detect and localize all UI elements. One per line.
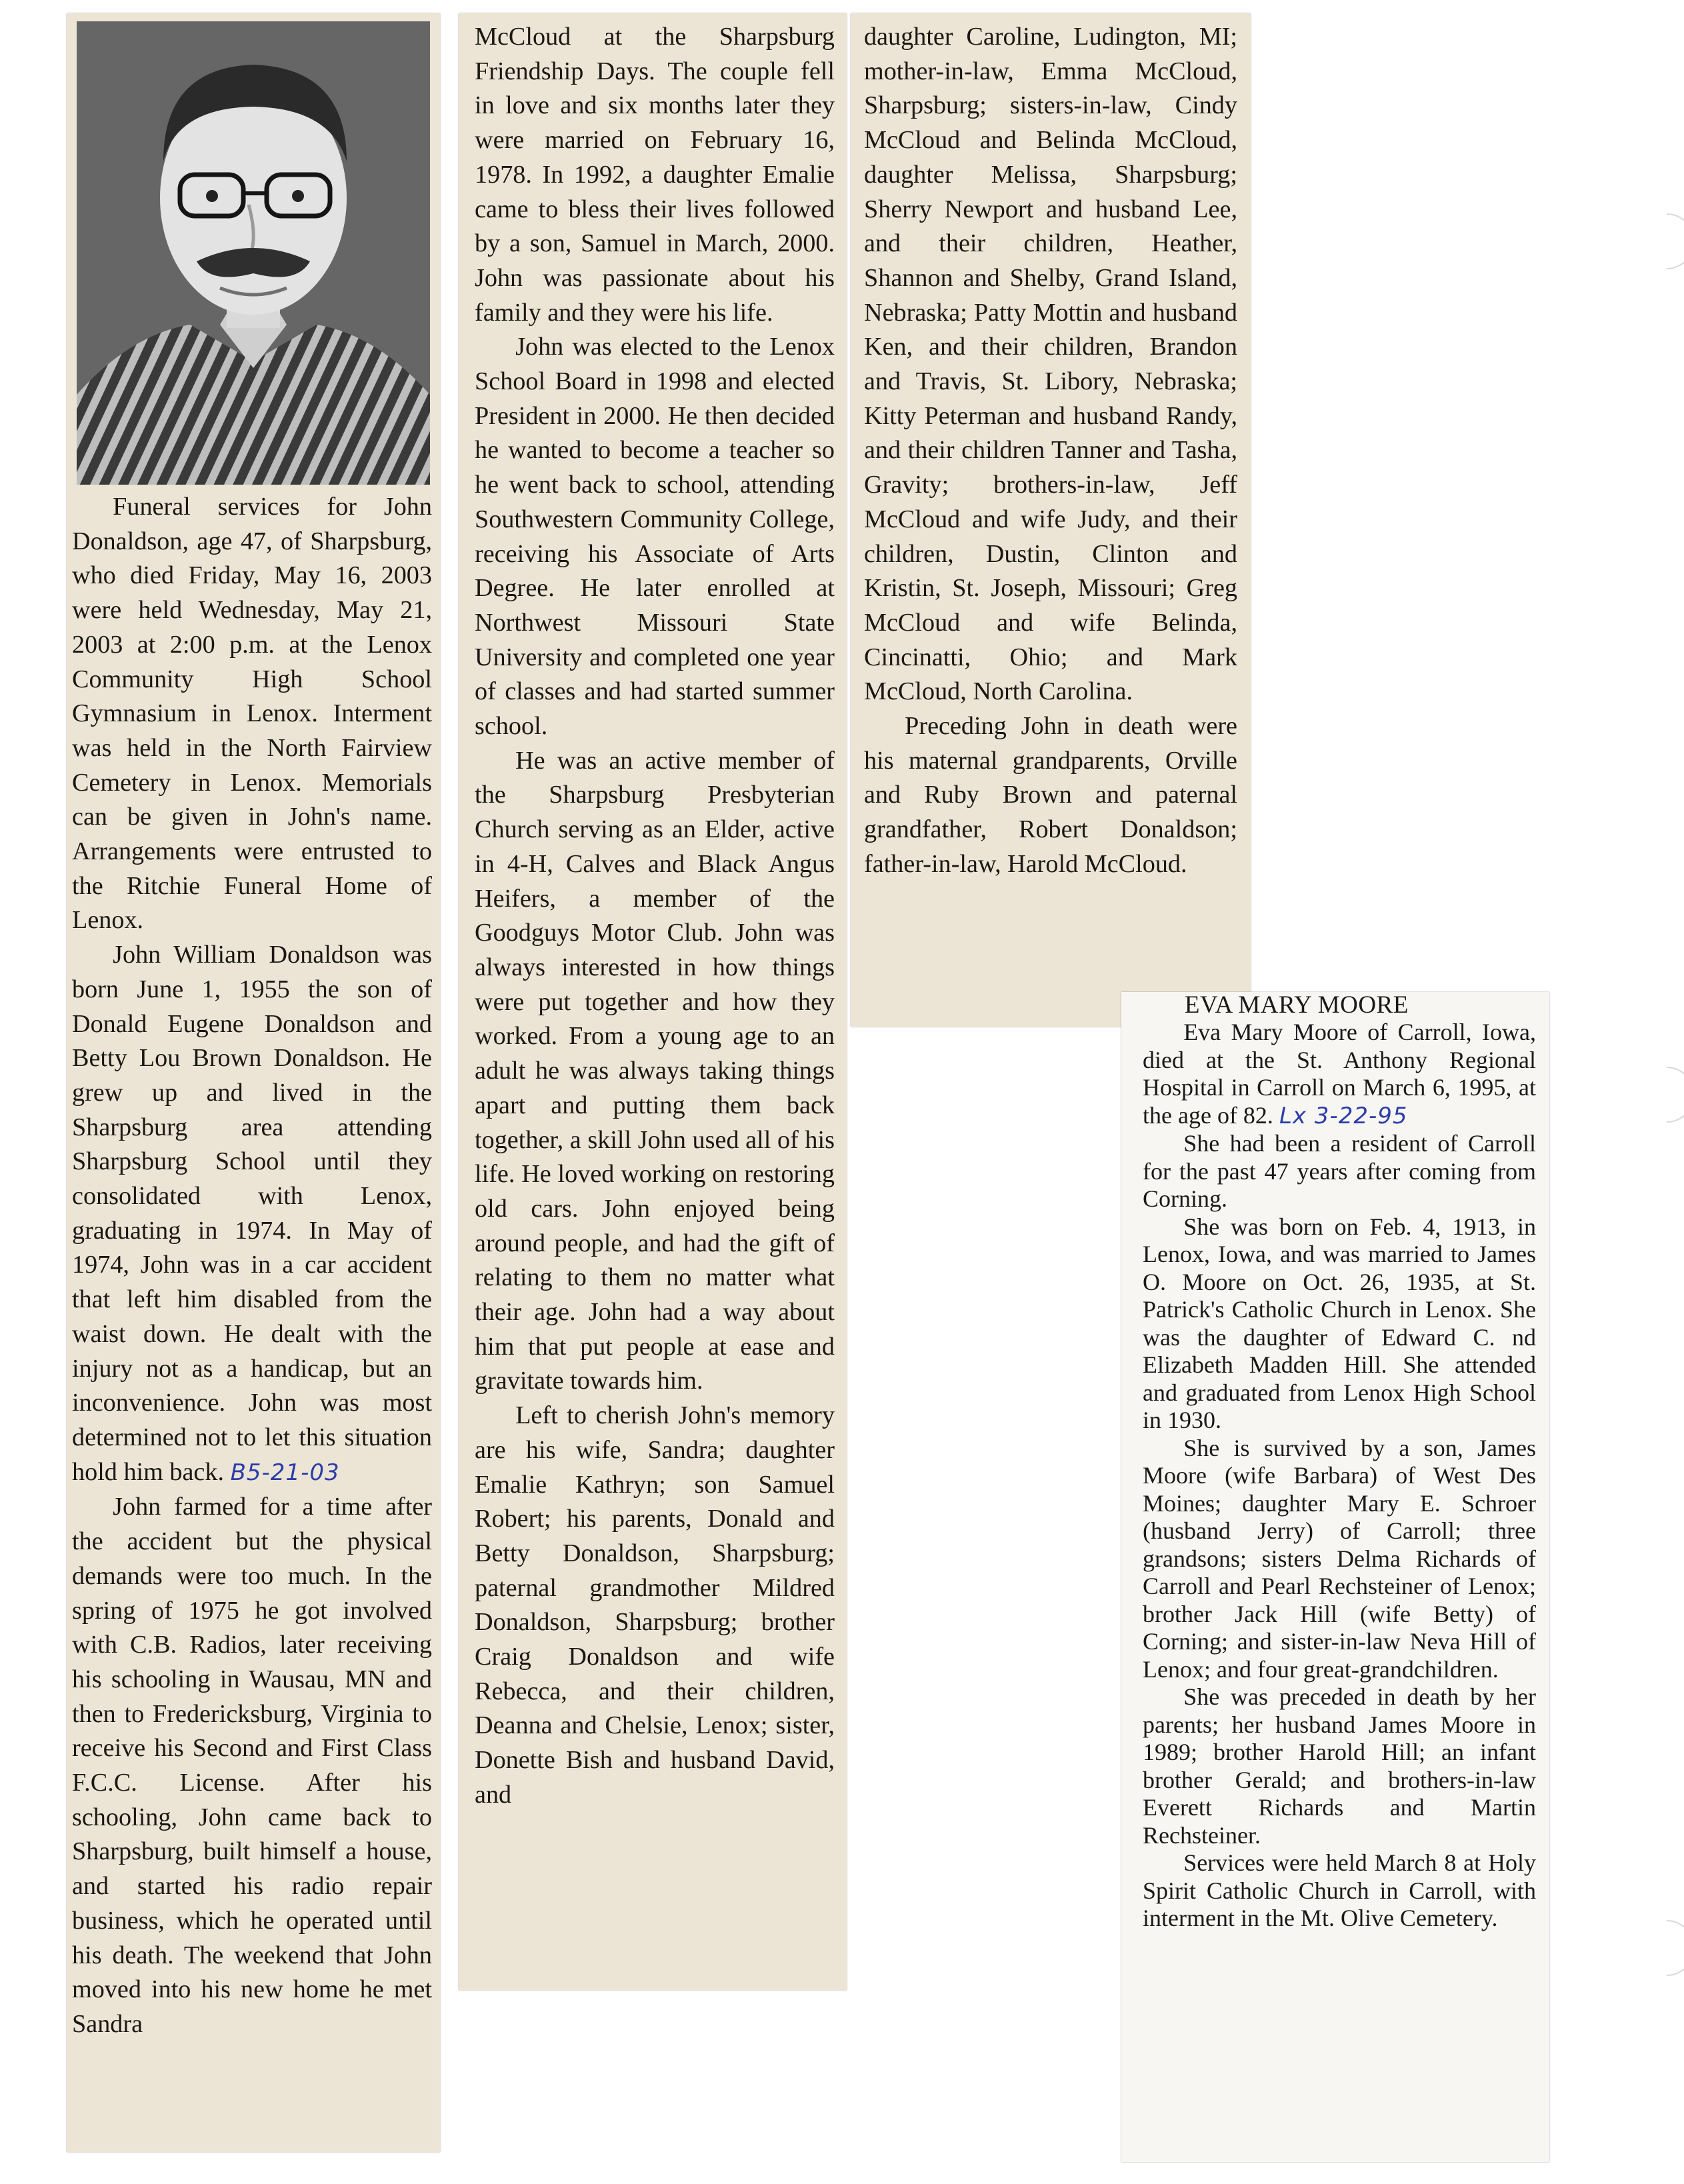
- binder-hole-bottom: [1627, 1909, 1684, 1988]
- paragraph-marriage: McCloud at the Sharpsburg Friendship Days. The couple fell in love and six months later they were married on February 16, 1978. In 1992, a daughter Emalie came to bless their lives followed by a son, Samuel in March, 2000. John was passionate about his family and they were his life.: [475, 23, 835, 327]
- eva-paragraph-services: Services were held March 8 at Holy Spirit Catholic Church in Carroll, with interment in the Mt. Olive Cemetery.: [1143, 1849, 1536, 1931]
- paragraph-career: John farmed for a time after the accident but the physical demands were too much. In the spring of 1975 he got involved with C.B. Radios, later receiving his schooling in Wausau, MN and then to Fredericksburg, Virginia to receive his Second and First Class F.C.C. License. After his schooling, John came back to Sharpsburg, built himself a house, and started his radio repair business, which he operated until his death. The weekend that John moved into his new home he met Sandra: [72, 1493, 432, 2038]
- handwritten-date-note: B5-21-03: [230, 1459, 340, 1486]
- obituary-column-3: [864, 20, 1237, 882]
- paragraph-survivors: Left to cherish John's memory are his wife, Sandra; daughter Emalie Kathryn; son Samuel Robert; his parents, Donald and Betty Donaldson, Sharpsburg; paternal grandmother Mildred Donaldson, Sharpsburg; brother Craig Donaldson and wife Rebecca, and their children, Deanna and Chelsie, Lenox; sister, Donette Bish and husband David, and: [475, 1401, 835, 1809]
- obituary-column-2: [475, 20, 835, 1813]
- eva-paragraph-preceded: She was preceded in death by her parents; her husband James Moore in 1989; brother Harold Hill; an infant brother Gerald; and brothers-in-law Everett Richards and Martin Rechsteiner.: [1143, 1683, 1536, 1849]
- eva-paragraph-survivors: She is survived by a son, James Moore (wife Barbara) of West Des Moines; daughter Mary E. Schroer (husband Jerry) of Carroll; three grandsons; sisters Delma Richards of Carroll and Pearl Rechsteiner of Lenox; brother Jack Hill (wife Betty) of Corning; and sister-in-law Neva Hill of Lenox; and four great-grandchildren.: [1143, 1434, 1536, 1683]
- eva-paragraph-birth: She was born on Feb. 4, 1913, in Lenox, Iowa, and was married to James O. Moore on Oct. 26, 1935, at St. Patrick's Catholic Church in Lenox. She was the daughter of Edward C. nd Elizabeth Madden Hill. She attended and graduated from Lenox High School in 1930.: [1143, 1213, 1536, 1433]
- portrait-image: [77, 21, 430, 485]
- paragraph-school-board: John was elected to the Lenox School Board in 1998 and elected President in 2000. He then decided he wanted to become a teacher so he went back to school, attending Southwestern Community College, receiving his Associate of Arts Degree. He later enrolled at Northwest Missouri State University and completed one year of classes and had started summer school.: [475, 333, 835, 741]
- eva-obituary-title: EVA MARY MOORE: [1184, 991, 1409, 1019]
- paragraph-church-activities: He was an active member of the Sharpsburg Presbyterian Church serving as an Elder, active in 4-H, Calves and Black Angus Heifers, a member of the Goodguys Motor Club. John was always interested in how things were put together and how they worked. From a young age to an adult he was always taking things apart and putting them back together, a skill John used all of his life. He loved working on restoring old cars. John enjoyed being around people, and had the gift of relating to them no matter what their age. John had a way about him that put people at ease and gravitate towards him.: [475, 746, 835, 1395]
- portrait-photo: [77, 21, 430, 485]
- eva-paragraph-death-text: Eva Mary Moore of Carroll, Iowa, died at the St. Anthony Regional Hospital in Carroll on March 6, 1995, at the age of 82.: [1143, 1019, 1536, 1129]
- paragraph-biography-text: John William Donaldson was born June 1, 1955 the son of Donald Eugene Donaldson and Betty Lou Brown Donaldson. He grew up and lived in the Sharpsburg area attending Sharpsburg School until they consolidated with Lenox, graduating in 1974. In May of 1974, John was in a car accident that left him disabled from the waist down. He dealt with the injury not as a handicap, but an inconvenience. John was most determined not to let this situation hold him back.: [72, 941, 432, 1486]
- paragraph-funeral-services: Funeral services for John Donaldson, age 47, of Sharpsburg, who died Friday, May 16, 2003 were held Wednesday, May 21, 2003 at 2:00 p.m. at the Lenox Community High School Gymnasium in Lenox. Interment was held in the North Fairview Cemetery in Lenox. Memorials can be given in John's name. Arrangements were entrusted to the Ritchie Funeral Home of Lenox.: [72, 493, 432, 935]
- paragraph-biography: [72, 938, 432, 1490]
- binder-hole-top: [1627, 202, 1684, 281]
- obituary-column-1: [72, 490, 432, 2042]
- paragraph-survivors-continued: daughter Caroline, Ludington, MI; mother-in-law, Emma McCloud, Sharpsburg; sisters-in-law, Cindy McCloud and Belinda McCloud, daughter Melissa, Sharpsburg; Sherry Newport and husband Lee, and their children, Heather, Shannon and Shelby, Grand Island, Nebraska; Patty Mottin and husband Ken, and their children, Brandon and Travis, St. Libory, Nebraska; Kitty Peterman and husband Randy, and their children Tanner and Tasha, Gravity; brothers-in-law, Jeff McCloud and wife Judy, and their children, Dustin, Clinton and Kristin, St. Joseph, Missouri; Greg McCloud and wife Belinda, Cincinatti, Ohio; and Mark McCloud, North Carolina.: [864, 23, 1237, 706]
- eva-paragraph-residence: She had been a resident of Carroll for the past 47 years after coming from Corning.: [1143, 1130, 1536, 1212]
- binder-hole-middle: [1627, 1055, 1684, 1135]
- eva-handwritten-date-note: Lx 3-22-95: [1279, 1102, 1408, 1129]
- eva-mary-moore-clipping: [1121, 992, 1549, 2162]
- eva-obituary-column: [1143, 992, 1536, 1933]
- paragraph-preceded-in-death: Preceding John in death were his maternal grandparents, Orville and Ruby Brown and paternal grandfather, Robert Donaldson; father-in-law, Harold McCloud.: [864, 712, 1237, 878]
- eva-paragraph-death: [1143, 1019, 1536, 1130]
